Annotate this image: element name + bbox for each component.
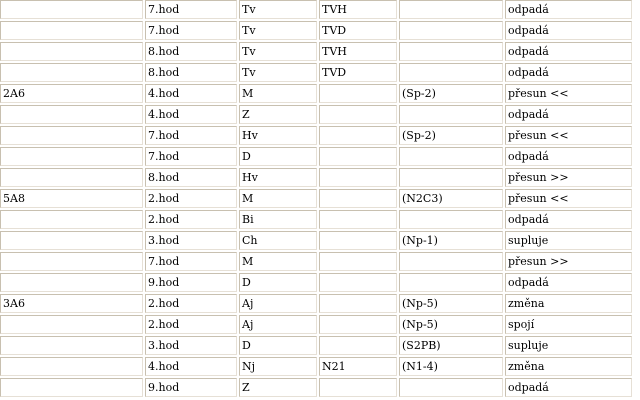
status-cell: odpadá: [505, 21, 632, 40]
hour-cell: 8.hod: [145, 63, 237, 82]
group-cell: [319, 231, 397, 250]
subject-cell: D: [239, 273, 317, 292]
group-cell: [319, 273, 397, 292]
group-cell: [319, 126, 397, 145]
status-cell: odpadá: [505, 210, 632, 229]
table-row: [0, 273, 632, 292]
class-cell: [0, 42, 143, 61]
room-cell: [399, 168, 503, 187]
class-cell: [0, 273, 143, 292]
subject-cell: M: [239, 84, 317, 103]
group-cell: [319, 336, 397, 355]
class-cell: [0, 105, 143, 124]
group-cell: [319, 315, 397, 334]
class-cell: [0, 357, 143, 376]
table-row: [0, 0, 632, 19]
table-row: [0, 252, 632, 271]
subject-cell: Aj: [239, 294, 317, 313]
table-row: [0, 378, 632, 397]
class-cell: [0, 147, 143, 166]
hour-cell: 2.hod: [145, 210, 237, 229]
group-cell: [319, 378, 397, 397]
status-cell: supluje: [505, 231, 632, 250]
class-cell: [0, 252, 143, 271]
table-row: [0, 105, 632, 124]
status-cell: supluje: [505, 336, 632, 355]
subject-cell: M: [239, 189, 317, 208]
group-cell: TVD: [319, 21, 397, 40]
subject-cell: Bi: [239, 210, 317, 229]
subject-cell: Ch: [239, 231, 317, 250]
status-cell: spojí: [505, 315, 632, 334]
status-cell: přesun >>: [505, 168, 632, 187]
status-cell: přesun <<: [505, 126, 632, 145]
table-row: [0, 63, 632, 82]
group-cell: [319, 189, 397, 208]
class-cell: [0, 21, 143, 40]
subject-cell: Aj: [239, 315, 317, 334]
room-cell: [399, 273, 503, 292]
table-row: [0, 168, 632, 187]
group-cell: [319, 147, 397, 166]
hour-cell: 3.hod: [145, 336, 237, 355]
status-cell: odpadá: [505, 0, 632, 19]
room-cell: (Np-5): [399, 294, 503, 313]
room-cell: [399, 147, 503, 166]
group-cell: [319, 84, 397, 103]
table-row: [0, 231, 632, 250]
hour-cell: 7.hod: [145, 21, 237, 40]
subject-cell: M: [239, 252, 317, 271]
table-row: [0, 147, 632, 166]
status-cell: odpadá: [505, 273, 632, 292]
status-cell: změna: [505, 294, 632, 313]
subject-cell: Hv: [239, 168, 317, 187]
table-row: [0, 84, 632, 103]
room-cell: (S2PB): [399, 336, 503, 355]
group-cell: TVD: [319, 63, 397, 82]
subject-cell: Hv: [239, 126, 317, 145]
group-cell: [319, 210, 397, 229]
room-cell: [399, 63, 503, 82]
hour-cell: 4.hod: [145, 105, 237, 124]
hour-cell: 4.hod: [145, 357, 237, 376]
hour-cell: 9.hod: [145, 378, 237, 397]
subject-cell: D: [239, 147, 317, 166]
table-row: [0, 210, 632, 229]
group-cell: N21: [319, 357, 397, 376]
class-cell: [0, 63, 143, 82]
hour-cell: 9.hod: [145, 273, 237, 292]
class-cell: [0, 315, 143, 334]
room-cell: [399, 210, 503, 229]
hour-cell: 8.hod: [145, 168, 237, 187]
status-cell: přesun <<: [505, 189, 632, 208]
room-cell: [399, 0, 503, 19]
class-cell: [0, 168, 143, 187]
hour-cell: 2.hod: [145, 189, 237, 208]
class-cell: [0, 210, 143, 229]
status-cell: odpadá: [505, 42, 632, 61]
room-cell: (Sp-2): [399, 84, 503, 103]
room-cell: (Np-1): [399, 231, 503, 250]
class-cell: [0, 231, 143, 250]
table-row: [0, 357, 632, 376]
hour-cell: 2.hod: [145, 315, 237, 334]
table-row: [0, 294, 632, 313]
status-cell: odpadá: [505, 63, 632, 82]
group-cell: TVH: [319, 0, 397, 19]
room-cell: (N2C3): [399, 189, 503, 208]
room-cell: [399, 42, 503, 61]
table-row: [0, 189, 632, 208]
class-cell: [0, 378, 143, 397]
status-cell: odpadá: [505, 147, 632, 166]
table-row: [0, 42, 632, 61]
group-cell: TVH: [319, 42, 397, 61]
subject-cell: Tv: [239, 42, 317, 61]
room-cell: [399, 252, 503, 271]
hour-cell: 2.hod: [145, 294, 237, 313]
hour-cell: 7.hod: [145, 147, 237, 166]
class-cell: 5A8: [0, 189, 143, 208]
table-row: [0, 126, 632, 145]
table-row: [0, 21, 632, 40]
status-cell: přesun <<: [505, 84, 632, 103]
table-row: [0, 336, 632, 355]
hour-cell: 7.hod: [145, 252, 237, 271]
table-row: [0, 315, 632, 334]
class-cell: [0, 0, 143, 19]
subject-cell: Nj: [239, 357, 317, 376]
hour-cell: 3.hod: [145, 231, 237, 250]
room-cell: [399, 21, 503, 40]
class-cell: [0, 336, 143, 355]
group-cell: [319, 294, 397, 313]
room-cell: (Np-5): [399, 315, 503, 334]
status-cell: odpadá: [505, 378, 632, 397]
status-cell: odpadá: [505, 105, 632, 124]
group-cell: [319, 105, 397, 124]
subject-cell: Tv: [239, 0, 317, 19]
room-cell: (N1-4): [399, 357, 503, 376]
room-cell: [399, 378, 503, 397]
status-cell: změna: [505, 357, 632, 376]
subject-cell: D: [239, 336, 317, 355]
hour-cell: 7.hod: [145, 0, 237, 19]
hour-cell: 7.hod: [145, 126, 237, 145]
hour-cell: 8.hod: [145, 42, 237, 61]
subject-cell: Z: [239, 105, 317, 124]
class-cell: 2A6: [0, 84, 143, 103]
hour-cell: 4.hod: [145, 84, 237, 103]
class-cell: [0, 126, 143, 145]
room-cell: [399, 105, 503, 124]
subject-cell: Tv: [239, 63, 317, 82]
subject-cell: Z: [239, 378, 317, 397]
group-cell: [319, 252, 397, 271]
room-cell: (Sp-2): [399, 126, 503, 145]
status-cell: přesun >>: [505, 252, 632, 271]
class-cell: 3A6: [0, 294, 143, 313]
subject-cell: Tv: [239, 21, 317, 40]
group-cell: [319, 168, 397, 187]
